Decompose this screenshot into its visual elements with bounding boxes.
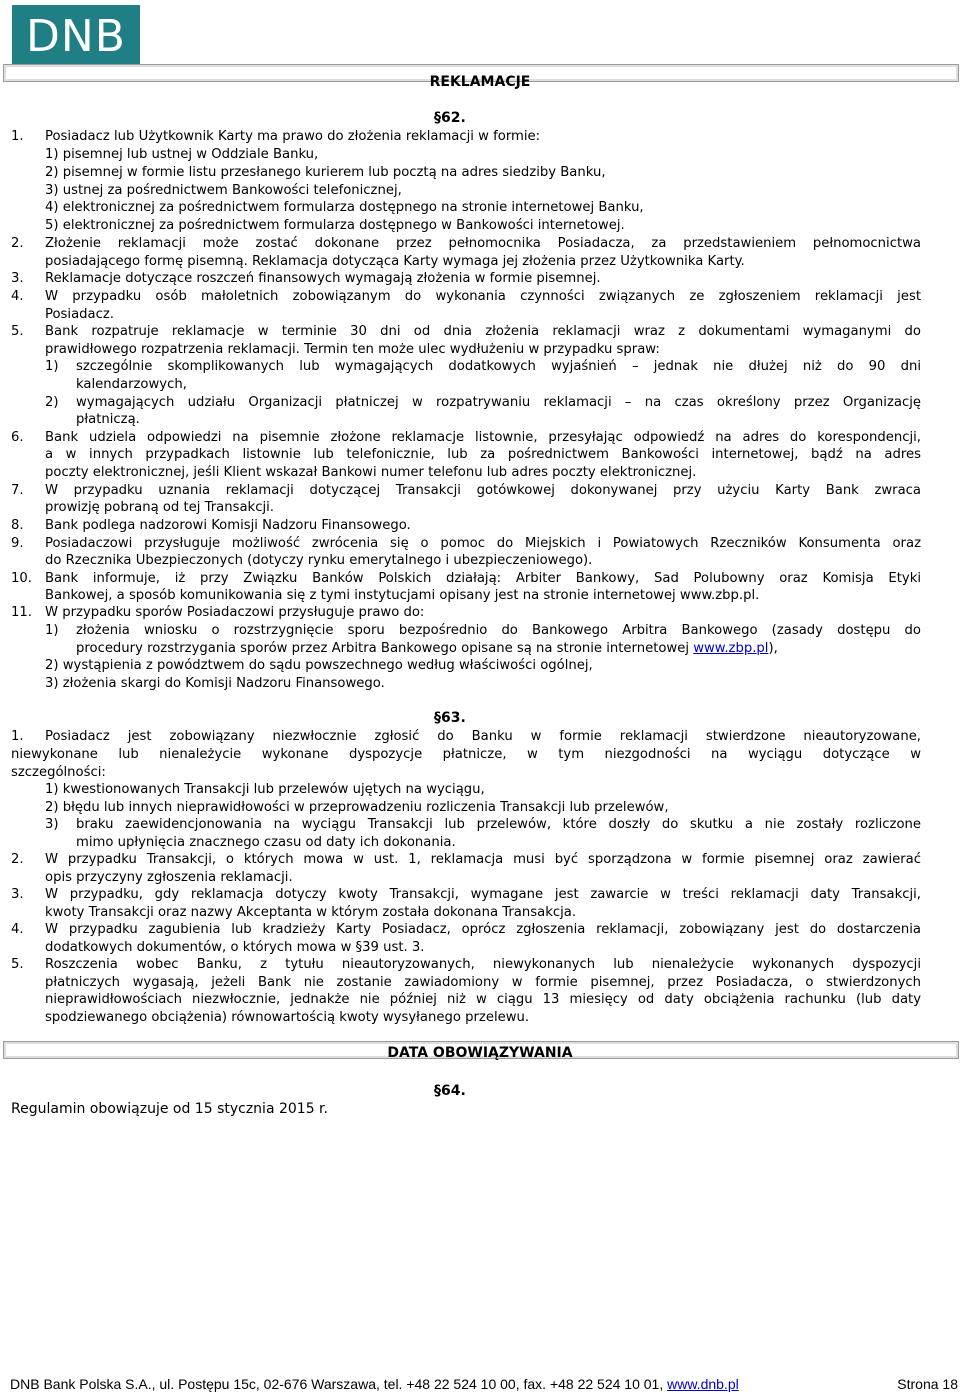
- list-number: 3.: [11, 887, 24, 902]
- sublist-item: 3) złożenia skargi do Komisji Nadzoru Finansowego.: [45, 676, 385, 691]
- sublist-number: 3): [45, 817, 59, 832]
- paragraph-63-number: §63.: [434, 710, 466, 726]
- paragraph-64-number: §64.: [434, 1083, 466, 1099]
- list-number: 5.: [11, 957, 24, 972]
- page-footer: [10, 1376, 958, 1392]
- list-item-text: nieprawidłowościach niezwłocznie, jednakże nie później niż w ciągu 13 miesięcy od daty obciążenia rachunku (lub daty: [45, 992, 921, 1007]
- sublist-item: mimo upłynięcia znacznego czasu od daty ich dokonania.: [76, 835, 456, 850]
- list-item-text: W przypadku uznania reklamacji dotyczącej Transakcji gotówkowej dokonywanej przy użyciu Karty Bank zwraca: [45, 483, 921, 498]
- dnb-website-link[interactable]: www.dnb.pl: [667, 1376, 739, 1392]
- list-number: 4.: [11, 922, 24, 937]
- paragraph-64-text: Regulamin obowiązuje od 15 stycznia 2015 r.: [11, 1101, 328, 1117]
- sublist-item: [76, 640, 778, 658]
- list-item-text: W przypadku sporów Posiadaczowi przysługuje prawo do:: [45, 605, 425, 620]
- sublist-item: braku zaewidencjonowania na wyciągu Transakcji lub przelewów, które doszły do skutku a nie zostały rozliczone: [76, 817, 921, 832]
- list-item-text: Posiadaczowi przysługuje możliwość zwrócenia się o pomoc do Miejskich i Powiatowych Rzeczników Konsumenta oraz: [45, 536, 921, 551]
- list-number: 8.: [11, 518, 24, 533]
- list-number: 2.: [11, 852, 24, 867]
- sublist-item: kalendarzowych,: [76, 377, 187, 392]
- list-number: 7.: [11, 483, 24, 498]
- list-number: 3.: [11, 271, 24, 286]
- page-number: Strona 18: [897, 1376, 958, 1392]
- list-item-text: posiadającego formę pisemną. Reklamacja dotycząca Karty wymaga jej złożenia przez Użytkownika Karty.: [45, 254, 745, 269]
- list-item-text: W przypadku zagubienia lub kradzieży Karty Posiadacz, oprócz zgłoszenia reklamacji, zobowiązany jest do dostarczenia: [45, 922, 921, 937]
- list-number: 6.: [11, 430, 24, 445]
- list-item-text: Reklamacje dotyczące roszczeń finansowych wymagają złożenia w formie pisemnej.: [45, 271, 601, 286]
- list-number: 9.: [11, 536, 24, 551]
- list-item-text: niewykonane lub nienależycie wykonane dyspozycje płatnicze, w tym niezgodności na wyciągu dotyczące w: [11, 747, 921, 762]
- list-item-text: kwoty Transakcji oraz nazwy Akceptanta w którym została dokonana Transakcja.: [45, 905, 577, 920]
- list-number: 4.: [11, 289, 24, 304]
- list-item-text: Posiadacz.: [45, 307, 114, 322]
- dnb-logo: DNB: [12, 5, 140, 69]
- sublist-item: 5) elektronicznej za pośrednictwem formularza dostępnego w Bankowości internetowej.: [45, 218, 625, 233]
- list-item-text: W przypadku Transakcji, o których mowa w ust. 1, reklamacja musi być sporządzona w formie pisemnej oraz zawierać: [45, 852, 921, 867]
- section-title-reklamacje: REKLAMACJE: [429, 74, 531, 90]
- list-item-text: poczty elektronicznej, jeśli Klient wskazał Bankowi numer telefonu lub adres poczty elektronicznej.: [45, 465, 697, 480]
- sublist-item: 4) elektronicznej za pośrednictwem formularza dostępnego na stronie internetowej Banku,: [45, 200, 644, 215]
- list-item-text: Bankowej, a sposób komunikowania się z tymi instytucjami opisany jest na stronie internetowej www.zbp.pl.: [45, 588, 760, 603]
- sublist-text: ),: [768, 641, 778, 656]
- list-item-text: szczególności:: [11, 765, 106, 780]
- list-number: 1.: [11, 729, 24, 744]
- sublist-item: płatniczą.: [76, 412, 140, 427]
- sublist-number: 1): [45, 623, 59, 638]
- list-item-text: Bank rozpatruje reklamacje w terminie 30 dni od dnia złożenia reklamacji wraz z dokumentami wymaganymi do: [45, 324, 921, 339]
- sublist-item: 2) wystąpienia z powództwem do sądu powszechnego według właściwości ogólnej,: [45, 658, 593, 673]
- list-item-text: Bank udziela odpowiedzi na pisemnie złożone reklamacje listownie, przesyłając odpowiedź na adres do korespondencji,: [45, 430, 921, 445]
- list-number: 10.: [11, 571, 32, 586]
- list-item-text: W przypadku, gdy reklamacja dotyczy kwoty Transakcji, wymagane jest zawarcie w treści reklamacji daty Transakcji,: [45, 887, 921, 902]
- list-item-text: Posiadacz lub Użytkownik Karty ma prawo do złożenia reklamacji w formie:: [45, 129, 541, 144]
- sublist-number: 2): [45, 395, 59, 410]
- list-item-text: płatniczych wygasają, jeżeli Bank nie zostanie zawiadomiony w formie pisemnej, przez Posiadacza, o stwierdzonych: [45, 975, 921, 990]
- sublist-item: wymagających udziału Organizacji płatniczej w rozpatrywaniu reklamacji – na czas określony przez Organizację: [76, 395, 921, 410]
- list-item-text: spodziewanego obciążenia) równowartością kwoty wysyłanego przelewu.: [45, 1010, 530, 1025]
- sublist-item: 2) pisemnej w formie listu przesłanego kurierem lub pocztą na adres siedziby Banku,: [45, 165, 606, 180]
- list-item-text: prawidłowego rozpatrzenia reklamacji. Termin ten może ulec wydłużeniu w przypadku spraw:: [45, 342, 660, 357]
- list-item-text: Bank informuje, iż przy Związku Banków Polskich działają: Arbiter Bankowy, Sad Polubowny oraz Komisja Etyki: [45, 571, 921, 586]
- list-item-text: a w innych przypadkach listownie lub telefonicznie, lub za pośrednictwem Bankowości internetowej, bądź na adres: [45, 447, 921, 462]
- list-item-text: opis przyczyny zgłoszenia reklamacji.: [45, 870, 293, 885]
- list-number: 11.: [11, 605, 32, 620]
- list-number: 5.: [11, 324, 24, 339]
- sublist-item: szczególnie skomplikowanych lub wymagających dodatkowych wyjaśnień – jednak nie dłużej niż do 90 dni: [76, 359, 921, 374]
- footer-address: DNB Bank Polska S.A., ul. Postępu 15c, 02-676 Warszawa, tel. +48 22 524 10 00, fax. +48 22 524 10 01,: [10, 1376, 668, 1392]
- paragraph-62-number: §62.: [434, 110, 466, 126]
- list-item-text: Złożenie reklamacji może zostać dokonane przez pełnomocnika Posiadacza, za przedstawieniem pełnomocnictwa: [45, 236, 921, 251]
- sublist-item: złożenia wniosku o rozstrzygnięcie sporu bezpośrednio do Bankowego Arbitra Bankowego (zasady dostępu do: [76, 623, 921, 638]
- list-item-text: do Rzecznika Ubezpieczonych (dotyczy rynku emerytalnego i ubezpieczeniowego).: [45, 553, 593, 568]
- list-item-text: Roszczenia wobec Banku, z tytułu nieautoryzowanych, niewykonanych lub nienależycie wykonanych dyspozycji: [45, 957, 921, 972]
- sublist-item: 2) błędu lub innych nieprawidłowości w przeprowadzeniu rozliczenia Transakcji lub przelewów,: [45, 800, 669, 815]
- list-item-text: Posiadacz jest zobowiązany niezwłocznie zgłosić do Banku w formie reklamacji stwierdzone nieautoryzowane,: [45, 729, 921, 744]
- sublist-number: 1): [45, 359, 59, 374]
- sublist-item: 3) ustnej za pośrednictwem Bankowości telefonicznej,: [45, 183, 402, 198]
- sublist-item: 1) kwestionowanych Transakcji lub przelewów ujętych na wyciągu,: [45, 782, 485, 797]
- list-number: 2.: [11, 236, 24, 251]
- list-number: 1.: [11, 129, 24, 144]
- sublist-item: 1) pisemnej lub ustnej w Oddziale Banku,: [45, 147, 319, 162]
- list-item-text: dodatkowych dokumentów, o których mowa w §39 ust. 3.: [45, 940, 425, 955]
- list-item-text: W przypadku osób małoletnich zobowiązanym do wykonania czynności związanych ze zgłoszeniem reklamacji jest: [45, 289, 921, 304]
- list-item-text: prowizję pobraną od tej Transakcji.: [45, 500, 274, 515]
- zbp-link[interactable]: www.zbp.pl: [693, 641, 769, 656]
- sublist-text: procedury rozstrzygania sporów przez Arbitra Bankowego opisane są na stronie internetowej: [76, 641, 694, 656]
- list-item-text: Bank podlega nadzorowi Komisji Nadzoru Finansowego.: [45, 518, 411, 533]
- section-title-data-obowiazywania: DATA OBOWIĄZYWANIA: [387, 1045, 573, 1061]
